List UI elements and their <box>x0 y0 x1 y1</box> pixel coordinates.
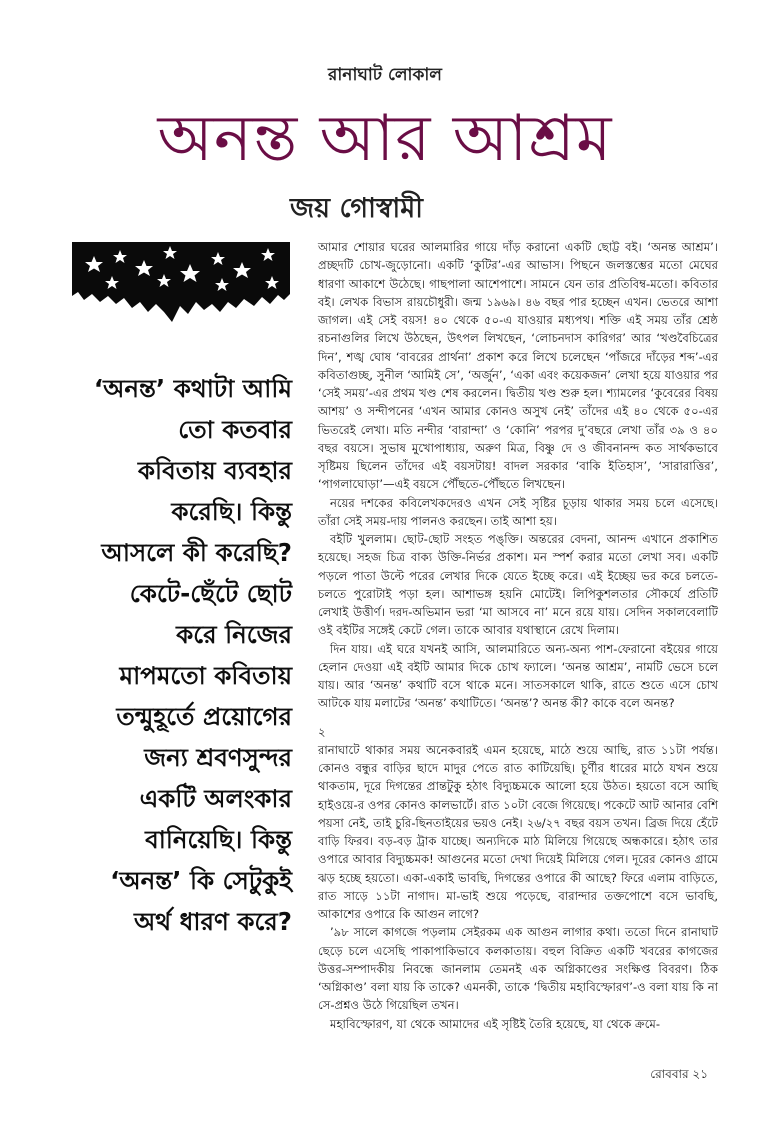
article-paragraph: মহাবিস্ফোরণ, যা থেকে আমাদের এই সৃষ্টিই তৈরি হয়েছে, যা থেকে ক্রমে- <box>330 1016 661 1031</box>
pull-quote-line: অর্থ ধারণ করে? <box>134 907 292 936</box>
pull-quote-line: একটি অলংকার <box>139 784 292 813</box>
pull-quote-line: বানিয়েছি। কিন্তু <box>145 825 292 854</box>
section-label: রানাঘাট লোকাল <box>328 65 442 85</box>
pull-quote-line: জন্য শ্রবণসুন্দর <box>144 743 292 772</box>
page-footer: রোববার ২১ <box>650 1067 708 1081</box>
article-body <box>318 238 718 1033</box>
pull-quote-line: কবিতায় ব্যবহার <box>137 456 292 485</box>
article-paragraph: নয়ের দশকের কবিলেখকদেরও এখন সেই সৃষ্টির চূড়ায় থাকার সময় চলে এসেছে। তাঁরা সেই সময়-দায় পালনও করছেন। তাই আশা হয়। <box>318 495 718 528</box>
stars-banner-icon <box>72 242 290 326</box>
section-number: ২ <box>318 724 326 739</box>
pull-quote-line: মাপমতো কবিতায় <box>119 661 292 690</box>
article-paragraph: রানাঘাটে থাকার সময় অনেকবারই এমন হয়েছে, মাঠে শুয়ে আছি, রাত ১১টা পর্যন্ত। কোনও বন্ধুর বাড়ির ছাদে মাদুর পেতে রাত কাটিয়েছি। চূর্ণীর ধারের মাঠে যখন শুয়ে থাকতাম, দূরে দিগন্তের প্রান্তটুকু হঠাৎ বিদ্যুচ্চমকে আলো হয়ে উঠত। হয়তো বসে আছি হাইওয়ে-র ওপর কোনও কালভার্টে। রাত ১০টা বেজে গিয়েছে। পকেটে আট আনার বেশি পয়সা নেই, তাই চুরি-ছিনতাইয়ের ভয়ও নেই। ২৬/২৭ বছর বয়স তখন। ব্রিজ দিয়ে হেঁটে বাড়ি ফিরব। বড়-বড় ট্রাক যাচ্ছে। অন্যদিকে মাঠ মিলিয়ে গিয়েছে অন্ধকারে। হঠাৎ তার ওপারে আবার বিদ্যুচ্চমক! আগুনের মতো দেখা দিয়েই মিলিয়ে গেল। দূরের কোনও গ্রামে ঝড় হচ্ছে হয়তো। একা-একাই ভাবছি, দিগন্তের ওপারে কী আছে? ফিরে এলাম বাড়িতে, রাত সাড়ে ১১টা নাগাদ। মা-ভাই শুয়ে পড়েছে, বারান্দার তক্তপোশে বসে ভাবছি, আকাশের ওপারে কি আগুন লাগে? <box>318 742 718 921</box>
pull-quote-line: তন্মুহূর্তে প্রয়োগের <box>116 702 292 731</box>
pull-quote-line: ‘অনন্ত’ কি সেটুকুই <box>110 866 292 895</box>
article-paragraph: দিন যায়। এই ঘরে যখনই আসি, আলমারিতে অন্য-অন্য পাশ-ফেরানো বইয়ের গায়ে হেলান দেওয়া এই বইটি আমার দিকে চোখ ফ্যালে। ‘অনন্ত আশ্রম’, নামটি ভেসে চলে যায়। আর ‘অনন্ত’ কথাটি বসে থাকে মনে। সাতসকালে থাকি, রাতে শুতে এসে চোখ আটকে যায় মলাটের ‘অনন্ত’ কথাটিতে। ‘অনন্ত’? অনন্ত কী? কাকে বলে অনন্ত? <box>318 641 718 711</box>
pull-quote-line: কেটে-ছেঁটে ছোট <box>129 579 292 608</box>
article-paragraph: আমার শোয়ার ঘরের আলমারির গায়ে দাঁড় করানো একটি ছোট্ট বই। ‘অনন্ত আশ্রম’। প্রচ্ছদটি চোখ-জুড়োনো। একটি ‘কুটির’-এর আভাস। পিছনে জলস্তম্ভের মতো মেঘের ধারণা আকাশে উঠেছে। গাছপালা আশেপাশে। সামনে যেন তার প্রতিবিম্ব-মতো। কবিতার বই। লেখক বিভাস রায়চৌধুরী। জন্ম ১৯৬৯। ৪৬ বছর পার হচ্ছেন এখন। ভেতরে আশা জাগল। এই সেই বয়স! ৪০ থেকে ৫০-এ যাওয়ার মধ্যপথ। শক্তি এই সময় তাঁর শ্রেষ্ঠ রচনাগুলির লিখে উঠছেন, উৎপল লিখছেন, ‘লোচনদাস কারিগর’ আর ‘খণ্ডবৈচিত্রের দিন’, শঙ্খ ঘোষ ‘বাবরের প্রার্থনা’ প্রকাশ করে লিখে চলেছেন ‘পাঁজরে দাঁড়ের শব্দ’-এর কবিতাগুচ্ছ, সুনীল ‘আমিই সে’, ‘অর্জুন’, ‘একা এবং কয়েকজন’ লেখা হয়ে যাওয়ার পর ‘সেই সময়’-এর প্রথম খণ্ড শেষ করলেন। দ্বিতীয় খণ্ড শুরু হল। শ্যামলের ‘কুবেরের বিষয় আশয়’ ও সন্দীপনের ‘এখন আমার কোনও অসুখ নেই’ তাঁদের এই ৪০ থেকে ৫০-এর ভিতরেই লেখা। মতি নন্দীর ‘বারান্দা’ ও ‘কোনি’ পরপর দু’বছরে লেখা তাঁর ৩৯ ও ৪০ বছর বয়সে। সুভাষ মুখোপাধ্যায়, অরুণ মিত্র, বিষ্ণু দে ও জীবনানন্দ কত সার্থকভাবে সৃষ্টিময় ছিলেন তাঁদের এই বয়সটায়! বাদল সরকার ‘বাকি ইতিহাস’, ‘সারারাত্তির’, ‘পাগলাঘোড়া’—এই বয়সে পৌঁছতে-পৌঁছতে লিখছেন। <box>318 240 718 492</box>
pull-quote-line: করে নিজের <box>176 620 292 649</box>
pull-quote-line: তো কতবার <box>178 415 292 444</box>
author-name: জয় গোস্বামী <box>290 193 423 224</box>
pull-quote-line: আসলে কী করেছি? <box>101 538 292 567</box>
pull-quote-line: করেছি। কিন্তু <box>171 497 292 526</box>
article-title: অনন্ত আর আশ্রম <box>157 102 613 176</box>
article-paragraph: ’৯৮ সালে কাগজে পড়লাম সেইরকম এক আগুন লাগার কথা। ততো দিনে রানাঘাট ছেড়ে চলে এসেছি পাকাপাকিভাবে কলকাতায়। বহুল বিক্রিত একটি খবরের কাগজের উত্তর-সম্পাদকীয় নিবন্ধে জানলাম তেমনই এক অগ্নিকাণ্ডের সংক্ষিপ্ত বিবরণ। ঠিক ‘অগ্নিকাণ্ড’ বলা যায় কি তাকে? এমনকী, তাকে ‘দ্বিতীয় মহাবিস্ফোরণ’-ও বলা যায় কি না সে-প্রশ্নও উঠে গিয়েছিল তখন। <box>318 925 718 1013</box>
pull-quote-line: ‘অনন্ত’ কথাটা আমি <box>93 374 292 403</box>
pull-quote <box>60 368 292 942</box>
article-paragraph: বইটি খুললাম। ছোট-ছোট সংহত পঙ্‌ক্তি। অন্তরের বেদনা, আনন্দ এখানে প্রকাশিত হয়েছে। সহজ চিত্র বাক্য উক্তি-নির্ভর প্রকাশ। মন স্পর্শ করার মতো লেখা সব। একটি পড়লে পাতা উল্টে পরের লেখার দিকে যেতে ইচ্ছে করে। এই ইচ্ছেয় ভর করে চলতে-চলতে পুরোটাই পড়া হল। আশাভঙ্গ হয়নি মোটেই। লিপিকুশলতার সৌকর্যে প্রতিটি লেখাই উত্তীর্ণ। দরদ-অভিমান ভরা ‘মা আসবে না’ মনে রয়ে যায়। সেদিন সকালবেলাটি ওই বইটির সঙ্গেই কেটে গেল। তাকে আবার যথাস্থানে রেখে দিলাম। <box>318 532 718 638</box>
